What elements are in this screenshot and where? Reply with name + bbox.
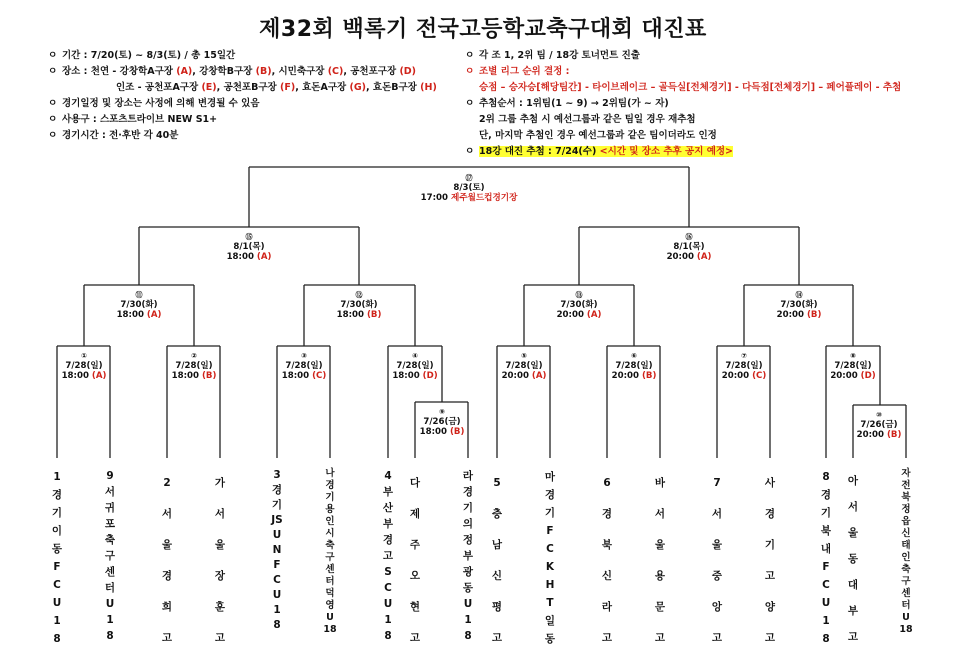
right-info-text: 조별 리그 순위 결정 : [479,66,570,77]
match-time-venue: 18:00 (A) [61,371,107,381]
match-label-m4 [392,352,437,381]
match-time-venue: 20:00 (C) [721,371,767,381]
match-time-venue: 20:00 (B) [611,371,657,381]
match-time-venue: 18:00 (A) [226,252,272,262]
match-time-venue: 20:00 (B) [776,310,822,320]
page-title: 제32회 백록기 전국고등학교축구대회 대진표 [259,17,707,42]
match-label-q4 [777,290,822,320]
match-number: ⑫ [355,291,363,299]
right-info-text: 2위 그룹 추첨 시 예선그룹과 같은 팀일 경우 재추첨 [479,114,696,125]
bullet-icon: ㅇ [465,98,475,109]
match-number: ⑯ [685,233,693,241]
match-time-venue: 20:00 (A) [556,310,602,320]
right-info-text: 단, 마지막 추첨인 경우 예선그룹과 같은 팀이더라도 인정 [479,130,717,141]
left-info-text: (B) [255,66,272,77]
match-number: ⑧ [850,352,856,360]
left-info-text: (D) [399,66,417,77]
match-time-venue: 18:00 (B) [336,310,382,320]
match-label-m1 [62,352,107,381]
team-label: 8경기북내FCU18 [820,471,832,645]
team-label: 아서울동대부고 [847,475,859,643]
match-time-venue: 17:00 제주월드컵경기장 [420,193,518,203]
match-date: 8/1(목) [673,242,705,252]
match-number: ⑦ [741,352,747,360]
bullet-icon: ㅇ [48,98,58,109]
match-number: ⑬ [575,291,583,299]
match-label-m5 [502,352,547,381]
match-number: ⑤ [521,352,527,360]
match-time-venue: 20:00 (A) [501,371,547,381]
match-time-venue: 20:00 (B) [856,430,902,440]
match-label-m2 [172,352,217,381]
match-number: ④ [412,352,418,360]
team-label: 바서울용문고 [654,477,666,644]
team-label: 7서울중앙고 [711,477,723,644]
team-label: 라경기의정부광동U18 [462,470,474,642]
bullet-icon: ㅇ [465,146,475,157]
left-info-text: , 시민축구장 [271,66,328,77]
match-number: ⑪ [135,291,143,299]
match-date: 7/28(일) [175,361,213,371]
team-label: 1경기이동FCU18 [51,471,63,645]
match-date: 7/30(화) [780,300,818,310]
left-info-text: (C) [327,66,344,77]
match-number: ⑰ [465,174,473,182]
match-date: 7/28(일) [396,361,434,371]
team-label: 6경북신라고 [601,477,613,644]
team-label: 가서울장훈고 [214,477,226,644]
match-label-s1 [227,232,272,262]
match-label-m3 [282,352,327,381]
match-time-venue: 18:00 (C) [281,371,327,381]
match-label-f [421,173,518,203]
team-label: 나경기용인시축구센터덕영U18 [323,468,337,635]
team-label: 마경기FCKHT일동 [544,471,556,645]
right-info-text: 18강 대진 추첨 : 7/24(수) [479,146,600,157]
match-date: 7/26(금) [423,417,461,427]
left-info-text: 경기일정 및 장소는 사정에 의해 변경될 수 있음 [62,98,260,109]
match-date: 7/30(화) [340,300,378,310]
left-info-text: 인조 - 공천포A구장 [116,82,202,93]
right-info-text: 각 조 1, 2위 팀 / 18강 토너먼트 진출 [479,50,640,61]
right-info-text: <시간 및 장소 추후 공지 예정> [599,146,734,157]
match-label-m9 [420,408,465,437]
left-info-text: 장소 : 천연 - 강창학A구장 [62,66,177,77]
left-info-text: , 효돈B구장 [365,82,421,93]
match-number: ② [191,352,197,360]
left-info-text: 경기시간 : 전·후반 각 40분 [62,130,179,141]
team-label: 4부산부경고SCU18 [382,470,394,642]
team-label: 사경기고양고 [764,477,776,644]
bullet-icon: ㅇ [465,50,475,61]
right-info-text: 승점 – 승자승[해당팀간] - 타이브레이크 – 골득실[전체경기] - 다득점[전체경기] – 페어플레이 - 추첨 [479,82,902,93]
match-label-m6 [612,352,657,381]
match-label-m7 [722,352,767,381]
match-label-q2 [337,290,382,320]
match-date: 7/28(일) [65,361,103,371]
team-label: 3경기JSUNFCU18 [271,469,283,631]
match-date: 7/28(일) [834,361,872,371]
match-date: 7/28(일) [725,361,763,371]
match-date: 8/1(목) [233,242,265,252]
match-number: ⑭ [795,291,803,299]
match-number: ⑮ [245,233,253,241]
match-date: 7/28(일) [505,361,543,371]
match-label-m10 [857,411,902,440]
left-info-text: (E) [201,82,217,93]
match-label-s2 [667,232,712,262]
match-number: ③ [301,352,307,360]
match-time-venue: 20:00 (A) [666,252,712,262]
match-time-venue: 18:00 (D) [392,371,438,381]
team-label: 9서귀포축구센터U18 [104,470,116,642]
match-date: 8/3(토) [453,183,485,193]
match-number: ① [81,352,87,360]
match-label-q1 [117,290,162,320]
match-label-q3 [557,290,602,320]
right-info-text: 추첨순서 : 1위팀(1 ~ 9) → 2위팀(가 ~ 자) [479,98,669,109]
left-info-text: 사용구 : 스포츠트라이브 NEW S1+ [62,114,218,125]
left-info-text: (F) [280,82,296,93]
left-info-text: (G) [349,82,366,93]
match-date: 7/28(일) [285,361,323,371]
match-number: ⑩ [876,411,882,419]
left-info-text: (A) [176,66,193,77]
left-info-text: , 효돈A구장 [295,82,350,93]
left-info-text: (H) [420,82,437,93]
team-label: 5충남신평고 [491,477,503,644]
bullet-icon: ㅇ [48,50,58,61]
left-info-text: 기간 : 7/20(토) ~ 8/3(토) / 총 15일간 [62,50,236,61]
match-date: 7/30(화) [560,300,598,310]
match-time-venue: 18:00 (A) [116,310,162,320]
match-number: ⑨ [439,408,445,416]
match-number: ⑥ [631,352,637,360]
left-info-text: , 공천포B구장 [216,82,281,93]
match-date: 7/26(금) [860,420,898,430]
bullet-icon: ㅇ [48,114,58,125]
bullet-icon: ㅇ [48,130,58,141]
left-info-text: , 공천포구장 [343,66,400,77]
bullet-icon: ㅇ [48,66,58,77]
bullet-icon: ㅇ [465,66,475,77]
match-date: 7/28(일) [615,361,653,371]
match-time-venue: 20:00 (D) [830,371,876,381]
team-label: 자전북정읍신태인축구센터U18 [899,468,913,635]
match-time-venue: 18:00 (B) [171,371,217,381]
match-date: 7/30(화) [120,300,158,310]
match-time-venue: 18:00 (B) [419,427,465,437]
team-label: 다제주오현고 [409,477,421,644]
left-info-text: , 강창학B구장 [192,66,256,77]
team-label: 2서울경희고 [161,477,173,644]
match-label-m8 [830,352,875,381]
